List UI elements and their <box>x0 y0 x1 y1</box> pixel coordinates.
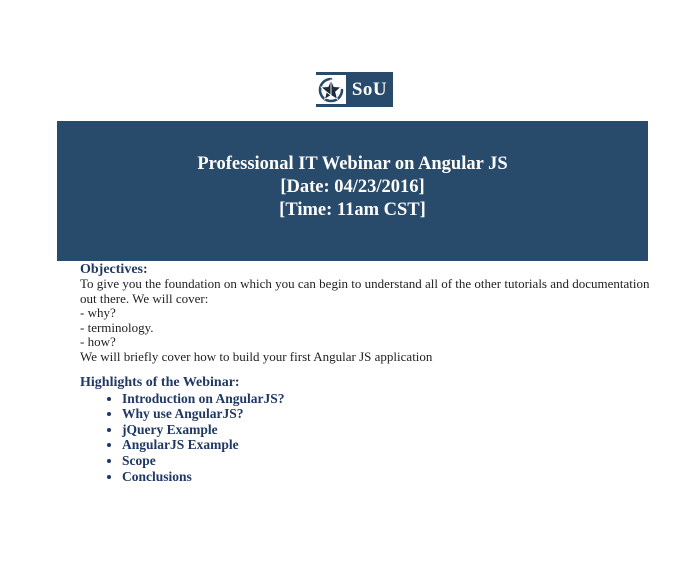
objectives-text-line: - terminology. <box>80 319 154 335</box>
banner-title-line: Professional IT Webinar on Angular JS <box>197 153 508 174</box>
highlight-item: • jQuery Example <box>122 422 640 438</box>
highlight-item: • Why use AngularJS? <box>122 406 640 422</box>
objectives-text-line: We will briefly cover how to build your first Angular JS application <box>80 348 433 364</box>
highlight-item: • Introduction on AngularJS? <box>122 391 640 407</box>
sou-logo <box>316 72 393 107</box>
content-area <box>80 262 650 484</box>
banner-title-line: [Date: 04/23/2016] <box>280 176 425 197</box>
objectives-text-line: To give you the foundation on which you can begin to understand all of the other tutorials and documentation <box>80 276 650 291</box>
title-banner <box>57 121 648 261</box>
logo-bottom-bar <box>316 104 393 107</box>
objectives-heading: Objectives: <box>80 262 148 277</box>
objectives-text-line: out there. We will cover: <box>80 290 209 306</box>
highlight-item: • AngularJS Example <box>122 437 640 453</box>
objectives-text-line: - why? <box>80 305 116 321</box>
highlights-heading: Highlights of the Webinar: <box>80 374 240 390</box>
highlight-item: • Conclusions <box>122 469 640 485</box>
highlights-list <box>80 391 640 485</box>
highlight-item: • Scope <box>122 453 640 469</box>
compass-star-icon <box>316 75 346 104</box>
logo-text: SoU <box>346 75 393 104</box>
objectives-body <box>80 276 650 365</box>
objectives-text-line: - how? <box>80 334 116 350</box>
banner-title-line: [Time: 11am CST] <box>279 199 426 220</box>
